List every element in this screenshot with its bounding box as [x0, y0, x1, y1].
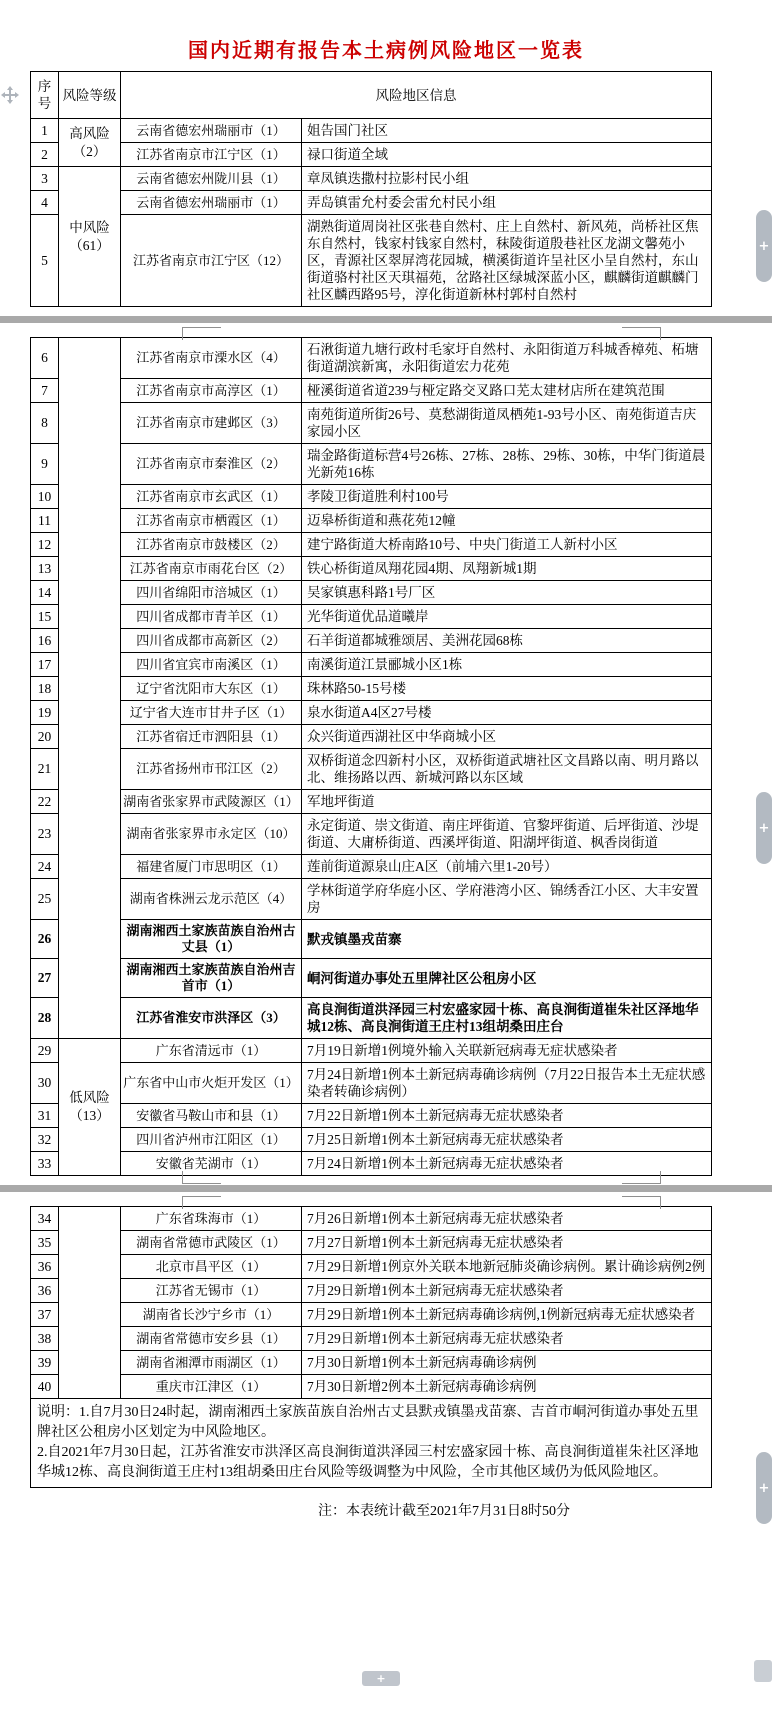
row-number-cell: 10	[31, 485, 59, 509]
region-cell: 江苏省南京市鼓楼区（2）	[121, 533, 302, 557]
region-cell: 广东省清远市（1）	[121, 1039, 302, 1063]
table-row	[31, 167, 712, 191]
info-cell: 双桥街道念四新村小区，双桥街道武塘社区文昌路以南、明月路以北、维扬路以西、新城河路以东区域	[302, 749, 712, 790]
row-number-cell: 23	[31, 814, 59, 855]
risk-area-table-page1	[30, 71, 712, 307]
info-cell: 南溪街道江景郦城小区1栋	[302, 653, 712, 677]
table-row	[31, 1279, 712, 1303]
region-cell: 湖南省常德市安乡县（1）	[121, 1327, 302, 1351]
region-cell: 广东省中山市火炬开发区（1）	[121, 1063, 302, 1104]
row-number-cell: 19	[31, 701, 59, 725]
info-cell: 7月29日新增1例本土新冠病毒无症状感染者	[302, 1279, 712, 1303]
table-row	[31, 725, 712, 749]
row-number-cell: 32	[31, 1128, 59, 1152]
info-cell: 学林街道学府华庭小区、学府港湾小区、锦绣香江小区、大丰安置房	[302, 879, 712, 920]
note-line-1: 说明：1.自7月30日24时起，湖南湘西土家族苗族自治州古丈县默戎镇墨戎苗寨、吉首市峒河街道办事处五里牌社区公租房小区划定为中风险地区。	[37, 1405, 699, 1440]
table-row	[31, 1207, 712, 1231]
row-number-cell: 16	[31, 629, 59, 653]
region-cell: 江苏省南京市建邺区（3）	[121, 403, 302, 444]
info-cell: 泉水街道A4区27号楼	[302, 701, 712, 725]
region-cell: 湖南省常德市武陵区（1）	[121, 1231, 302, 1255]
table-row	[31, 1152, 712, 1176]
row-number-cell: 36	[31, 1279, 59, 1303]
table-row	[31, 1104, 712, 1128]
info-cell: 高良涧街道洪泽园三村宏盛家园十栋、高良涧街道崔朱社区泽地华城12栋、高良涧街道王庄村13组胡桑田庄台	[302, 998, 712, 1039]
row-number-cell: 24	[31, 855, 59, 879]
region-cell: 江苏省南京市栖霞区（1）	[121, 509, 302, 533]
region-cell: 江苏省宿迁市泗阳县（1）	[121, 725, 302, 749]
row-number-cell: 20	[31, 725, 59, 749]
row-number-cell: 8	[31, 403, 59, 444]
info-cell: 7月30日新增1例本土新冠病毒确诊病例	[302, 1351, 712, 1375]
region-cell: 江苏省扬州市邗江区（2）	[121, 749, 302, 790]
table-row	[31, 379, 712, 403]
risk-area-table-page2	[30, 337, 712, 1176]
risk-level-cell-continued	[59, 338, 121, 1039]
table-row	[31, 485, 712, 509]
row-number-cell: 1	[31, 119, 59, 143]
region-cell: 云南省德宏州瑞丽市（1）	[121, 191, 302, 215]
info-cell: 石羊街道都城雅颂居、美洲花园68栋	[302, 629, 712, 653]
page-3	[0, 1206, 772, 1520]
table-row	[31, 533, 712, 557]
table-row	[31, 855, 712, 879]
row-number-cell: 38	[31, 1327, 59, 1351]
plus-icon: +	[376, 1672, 386, 1685]
statistics-cutoff-note: 注：本表统计截至2021年7月31日8时50分	[318, 1504, 570, 1519]
region-cell: 江苏省南京市高淳区（1）	[121, 379, 302, 403]
table-row	[31, 1327, 712, 1351]
table-row	[31, 1255, 712, 1279]
row-number-cell: 15	[31, 605, 59, 629]
risk-level-cell-continued	[59, 1207, 121, 1399]
table-row	[31, 581, 712, 605]
region-cell: 云南省德宏州瑞丽市（1）	[121, 119, 302, 143]
row-number-cell: 34	[31, 1207, 59, 1231]
row-number-cell: 2	[31, 143, 59, 167]
table-row	[31, 959, 712, 998]
row-number-cell: 11	[31, 509, 59, 533]
add-column-handle-icon[interactable]	[756, 792, 772, 864]
table-row	[31, 749, 712, 790]
row-number-cell: 27	[31, 959, 59, 998]
table-row	[31, 920, 712, 959]
row-number-cell: 14	[31, 581, 59, 605]
table-row	[31, 509, 712, 533]
region-cell: 四川省成都市高新区（2）	[121, 629, 302, 653]
move-cursor-icon[interactable]	[1, 86, 19, 104]
info-cell: 禄口街道全域	[302, 143, 712, 167]
region-cell: 四川省泸州市江阳区（1）	[121, 1128, 302, 1152]
info-cell: 默戎镇墨戎苗寨	[302, 920, 712, 959]
row-number-cell: 40	[31, 1375, 59, 1399]
plus-icon: +	[758, 820, 770, 836]
margin-corner-mark	[182, 1196, 221, 1209]
region-cell: 湖南省湘潭市雨湖区（1）	[121, 1351, 302, 1375]
region-cell: 江苏省南京市溧水区（4）	[121, 338, 302, 379]
add-handle-icon[interactable]	[362, 1671, 400, 1686]
info-cell: 瑞金路街道标营4号26栋、27栋、28栋、29栋、30栋，中华门街道晨光新苑16栋	[302, 444, 712, 485]
table-row	[31, 677, 712, 701]
row-number-cell: 6	[31, 338, 59, 379]
info-cell: 章凤镇迭撒村拉影村民小组	[302, 167, 712, 191]
row-number-cell: 37	[31, 1303, 59, 1327]
region-cell: 湖南湘西土家族苗族自治州古丈县（1）	[121, 920, 302, 959]
info-cell: 桠溪街道省道239与桠定路交叉路口芜太建材店所在建筑范围	[302, 379, 712, 403]
row-number-cell: 21	[31, 749, 59, 790]
row-number-cell: 18	[31, 677, 59, 701]
info-cell: 吴家镇惠科路1号厂区	[302, 581, 712, 605]
info-cell: 湖熟街道周岗社区张巷自然村、庄上自然村、新风苑，尚桥社区焦东自然村，钱家村钱家自然村，秣陵街道殷巷社区龙湖文馨苑小区，青源社区翠屏湾花园城，横溪街道许呈社区小呈自然村，东山街道骆村社区天琪福苑，岔路社区绿城深蓝小区，麒麟街道麒麟门社区麟西路95号，淳化街道新林村郭村自然村	[302, 215, 712, 307]
risk-level-cell-high: 高风险（2）	[59, 119, 121, 167]
margin-corner-mark	[182, 327, 221, 340]
table-row	[31, 1375, 712, 1399]
table-row	[31, 1128, 712, 1152]
region-cell: 四川省宜宾市南溪区（1）	[121, 653, 302, 677]
region-cell: 湖南省株洲云龙示范区（4）	[121, 879, 302, 920]
table-row	[31, 119, 712, 143]
region-cell: 江苏省南京市江宁区（12）	[121, 215, 302, 307]
region-cell: 北京市昌平区（1）	[121, 1255, 302, 1279]
margin-corner-mark	[622, 1171, 661, 1184]
table-row	[31, 879, 712, 920]
info-cell: 南苑街道所街26号、莫愁湖街道凤栖苑1-93号小区、南苑街道吉庆家园小区	[302, 403, 712, 444]
row-number-cell: 9	[31, 444, 59, 485]
info-cell: 7月19日新增1例境外输入关联新冠病毒无症状感染者	[302, 1039, 712, 1063]
region-cell: 湖南省张家界市武陵源区（1）	[121, 790, 302, 814]
info-cell: 永定街道、崇文街道、南庄坪街道、官黎坪街道、后坪街道、沙堤街道、大庸桥街道、西溪坪街道、阳湖坪街道、枫香岗街道	[302, 814, 712, 855]
margin-corner-mark	[622, 327, 661, 340]
table-row	[31, 1351, 712, 1375]
info-cell: 7月26日新增1例本土新冠病毒无症状感染者	[302, 1207, 712, 1231]
risk-area-table-page3	[30, 1206, 712, 1488]
notes-row	[31, 1399, 712, 1488]
plus-icon: +	[758, 1480, 770, 1496]
row-number-cell: 22	[31, 790, 59, 814]
margin-corner-mark	[182, 1171, 221, 1184]
table-row	[31, 1303, 712, 1327]
row-number-cell: 3	[31, 167, 59, 191]
info-cell: 莲前街道源泉山庄A区（前埔六里1-20号）	[302, 855, 712, 879]
region-cell: 福建省厦门市思明区（1）	[121, 855, 302, 879]
info-cell: 7月29日新增1例京外关联本地新冠肺炎确诊病例。累计确诊病例2例	[302, 1255, 712, 1279]
info-cell: 光华街道优品道曦岸	[302, 605, 712, 629]
table-row	[31, 814, 712, 855]
table-row	[31, 701, 712, 725]
region-cell: 安徽省马鞍山市和县（1）	[121, 1104, 302, 1128]
info-cell: 建宁路街道大桥南路10号、中央门街道工人新村小区	[302, 533, 712, 557]
region-cell: 湖南省长沙宁乡市（1）	[121, 1303, 302, 1327]
region-cell: 江苏省无锡市（1）	[121, 1279, 302, 1303]
region-cell: 江苏省南京市秦淮区（2）	[121, 444, 302, 485]
info-cell: 7月29日新增1例本土新冠病毒确诊病例,1例新冠病毒无症状感染者	[302, 1303, 712, 1327]
region-cell: 四川省成都市青羊区（1）	[121, 605, 302, 629]
row-number-cell: 33	[31, 1152, 59, 1176]
table-row	[31, 605, 712, 629]
info-cell: 7月24日新增1例本土新冠病毒确诊病例（7月22日报告本土无症状感染者转确诊病例）	[302, 1063, 712, 1104]
info-cell: 7月24日新增1例本土新冠病毒无症状感染者	[302, 1152, 712, 1176]
word-document-view	[0, 34, 772, 1727]
info-cell: 珠林路50-15号楼	[302, 677, 712, 701]
info-cell: 7月29日新增1例本土新冠病毒无症状感染者	[302, 1327, 712, 1351]
table-row	[31, 1063, 712, 1104]
row-number-cell: 7	[31, 379, 59, 403]
page-gap-strip	[0, 316, 772, 323]
table-row	[31, 215, 712, 307]
row-number-cell: 39	[31, 1351, 59, 1375]
table-row	[31, 338, 712, 379]
table-row	[31, 1039, 712, 1063]
info-cell: 7月22日新增1例本土新冠病毒无症状感染者	[302, 1104, 712, 1128]
margin-corner-mark	[622, 1196, 661, 1209]
notes-cell	[31, 1399, 712, 1488]
row-number-cell: 26	[31, 920, 59, 959]
row-number-cell: 28	[31, 998, 59, 1039]
note-line-2: 2.自2021年7月30日起，江苏省淮安市洪泽区高良涧街道洪泽园三村宏盛家园十栋、高良涧街道崔朱社区泽地华城12栋、高良涧街道王庄村13组胡桑田庄台风险等级调整为中风险，全市其他区域仍为低风险地区。	[37, 1445, 699, 1480]
page-1	[0, 34, 772, 307]
row-number-cell: 30	[31, 1063, 59, 1104]
row-number-cell: 31	[31, 1104, 59, 1128]
table-resize-handle[interactable]	[754, 1660, 772, 1682]
region-cell: 安徽省芜湖市（1）	[121, 1152, 302, 1176]
header-row	[31, 72, 712, 119]
page-break	[0, 307, 772, 337]
page-2	[0, 337, 772, 1176]
plus-icon: +	[758, 238, 770, 254]
risk-level-cell-medium: 中风险（61）	[59, 167, 121, 307]
region-cell: 广东省珠海市（1）	[121, 1207, 302, 1231]
page-title: 国内近期有报告本土病例风险地区一览表	[188, 40, 584, 62]
table-row	[31, 1231, 712, 1255]
row-number-cell: 17	[31, 653, 59, 677]
risk-level-cell-low: 低风险（13）	[59, 1039, 121, 1176]
info-cell: 军地坪街道	[302, 790, 712, 814]
table-row	[31, 653, 712, 677]
region-cell: 江苏省南京市江宁区（1）	[121, 143, 302, 167]
table-row	[31, 790, 712, 814]
info-cell: 7月25日新增1例本土新冠病毒无症状感染者	[302, 1128, 712, 1152]
info-cell: 7月27日新增1例本土新冠病毒无症状感染者	[302, 1231, 712, 1255]
region-cell: 四川省绵阳市涪城区（1）	[121, 581, 302, 605]
region-cell: 湖南省张家界市永定区（10）	[121, 814, 302, 855]
info-cell: 峒河街道办事处五里牌社区公租房小区	[302, 959, 712, 998]
table-row	[31, 998, 712, 1039]
table-row	[31, 444, 712, 485]
row-number-cell: 13	[31, 557, 59, 581]
region-cell: 云南省德宏州陇川县（1）	[121, 167, 302, 191]
col-header-num: 序号	[31, 72, 59, 119]
info-cell: 石湫街道九塘行政村毛家圩自然村、永阳街道万科城香樟苑、柘塘街道湖滨新寓，永阳街道宏力花苑	[302, 338, 712, 379]
region-cell: 江苏省南京市玄武区（1）	[121, 485, 302, 509]
page-gap-strip	[0, 1185, 772, 1192]
info-cell: 迈皋桥街道和燕花苑12幢	[302, 509, 712, 533]
row-number-cell: 35	[31, 1231, 59, 1255]
row-number-cell: 29	[31, 1039, 59, 1063]
table-row	[31, 557, 712, 581]
table-row	[31, 143, 712, 167]
region-cell: 江苏省淮安市洪泽区（3）	[121, 998, 302, 1039]
page-break	[0, 1176, 772, 1206]
row-number-cell: 36	[31, 1255, 59, 1279]
table-row	[31, 403, 712, 444]
region-cell: 辽宁省大连市甘井子区（1）	[121, 701, 302, 725]
row-number-cell: 4	[31, 191, 59, 215]
region-cell: 湖南湘西土家族苗族自治州吉首市（1）	[121, 959, 302, 998]
row-number-cell: 12	[31, 533, 59, 557]
region-cell: 江苏省南京市雨花台区（2）	[121, 557, 302, 581]
col-header-level: 风险等级	[59, 72, 121, 119]
info-cell: 孝陵卫街道胜利村100号	[302, 485, 712, 509]
table-row	[31, 629, 712, 653]
info-cell: 姐告国门社区	[302, 119, 712, 143]
region-cell: 重庆市江津区（1）	[121, 1375, 302, 1399]
add-column-handle-icon[interactable]	[756, 210, 772, 282]
info-cell: 铁心桥街道凤翔花园4期、凤翔新城1期	[302, 557, 712, 581]
info-cell: 7月30日新增2例本土新冠病毒确诊病例	[302, 1375, 712, 1399]
info-cell: 众兴街道西湖社区中华商城小区	[302, 725, 712, 749]
col-header-info: 风险地区信息	[121, 72, 712, 119]
row-number-cell: 25	[31, 879, 59, 920]
region-cell: 辽宁省沈阳市大东区（1）	[121, 677, 302, 701]
table-row	[31, 191, 712, 215]
row-number-cell: 5	[31, 215, 59, 307]
info-cell: 弄岛镇雷允村委会雷允村民小组	[302, 191, 712, 215]
